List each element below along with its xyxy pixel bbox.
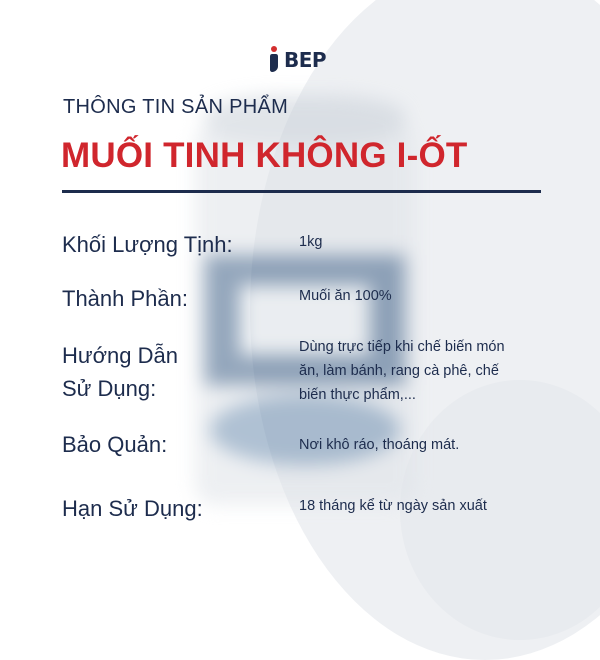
value-expiry: 18 tháng kể từ ngày sản xuất [299, 498, 487, 514]
logo-i-icon [268, 46, 282, 74]
brand-logo [268, 44, 338, 76]
label-usage-line2: Sử Dụng: [62, 376, 157, 401]
value-usage-line1: Dùng trực tiếp khi chế biến món [299, 339, 505, 355]
value-storage: Nơi khô ráo, thoáng mát. [299, 437, 460, 453]
title-divider [62, 190, 541, 193]
label-storage: Bảo Quản: [62, 432, 168, 457]
value-net-weight: 1kg [299, 234, 323, 250]
label-usage-line1: Hướng Dẫn [62, 343, 178, 368]
value-usage-line3: biến thực phẩm,... [299, 387, 416, 403]
label-ingredients: Thành Phần: [62, 286, 188, 311]
label-net-weight: Khối Lượng Tịnh: [62, 232, 233, 257]
label-expiry: Hạn Sử Dụng: [62, 496, 203, 521]
product-title: MUỐI TINH KHÔNG I-ỐT [61, 136, 468, 175]
logo-text: BEP [284, 48, 327, 72]
value-ingredients: Muối ăn 100% [299, 288, 392, 304]
value-usage-line2: ăn, làm bánh, rang cà phê, chế [299, 363, 499, 379]
section-subtitle: THÔNG TIN SẢN PHẨM [63, 96, 289, 118]
